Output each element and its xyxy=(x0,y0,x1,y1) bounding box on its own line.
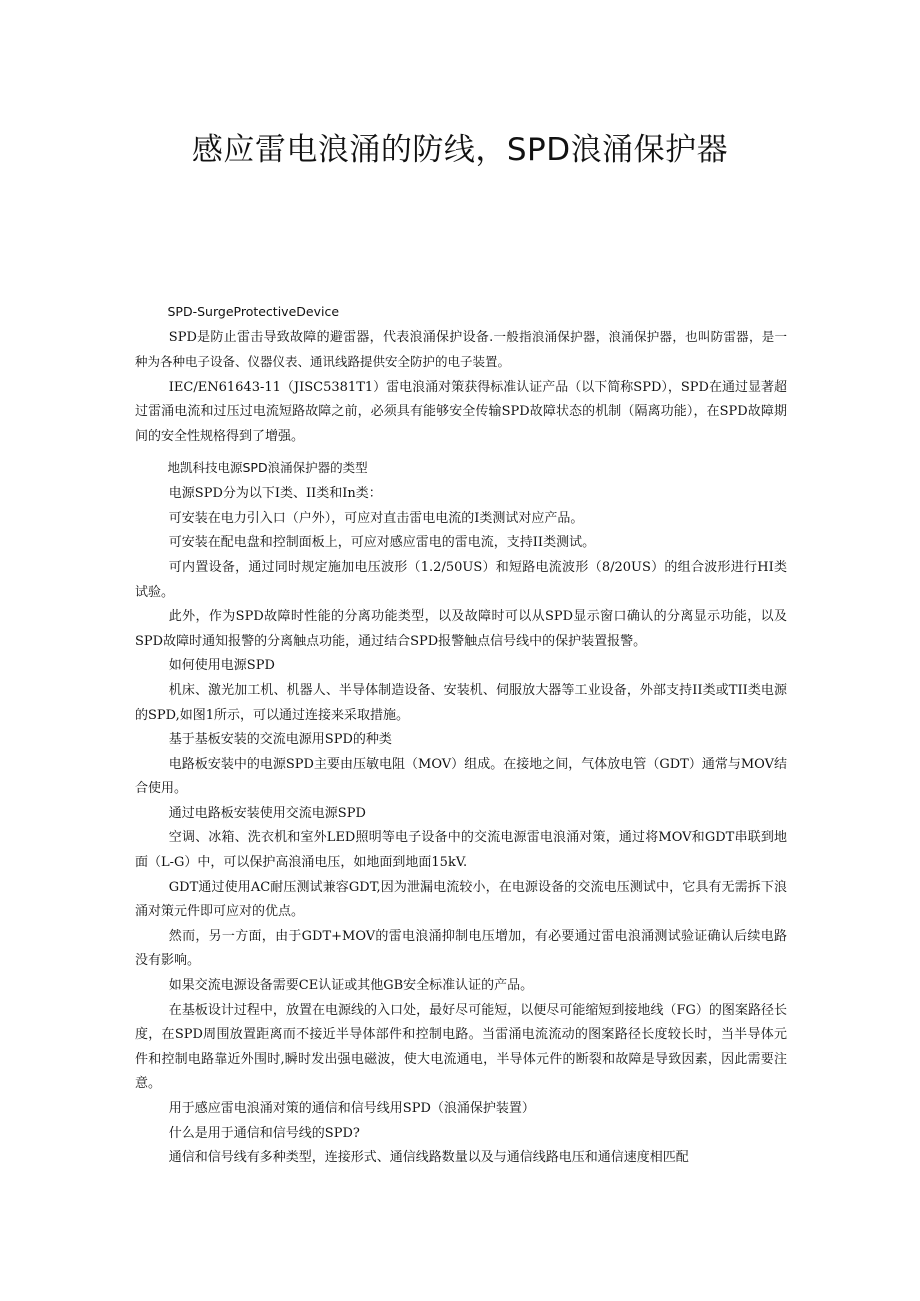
paragraph-spd-classes: 电源SPD分为以下I类、II类和In类： xyxy=(168,486,382,502)
paragraph-appliances: 空调、冰箱、洗衣机和室外LED照明等电子设备中的交流电源雷电浪涌对策，通过将MOV和GDT串联到地面（L-G）中，可以保护高浪涌电压，如地面到地面15kV. xyxy=(135,830,787,871)
paragraph-spd-definition-serif: SPD是防止雷击导致故障的避雷器，代表浪涌保护设备. xyxy=(168,329,494,345)
document-body xyxy=(135,300,787,1171)
paragraph-class-i: 可安装在电力引入口（户外），可应对直击雷电电流的I类测试对应产品。 xyxy=(168,510,584,526)
paragraph-class-hi: 可内置设备，通过同时规定施加电压波形（1.2/50US）和短路电流波形（8/20US）的组合波形进行HI类试验。 xyxy=(135,559,787,600)
document-title: 感应雷电浪涌的防线，SPD浪涌保护器 xyxy=(191,132,729,168)
heading-spd-types: 地凯科技电源SPD浪涌保护器的类型 xyxy=(167,459,368,475)
paragraph-board-design: 在基板设计过程中，放置在电源线的入口处，最好尽可能短，以便尽可能缩短到接地线（FG）的图案路径长度，在SPD周围放置距离而不接近半导体部件和控制电路。当雷涌电流流动的图案路径长度较长时，当半导体元件和控制电路靠近外围时,瞬时发出强电磁波，使大电流通电，半导体元件的断裂和故障是导致因素，因此需要注意。 xyxy=(135,1002,787,1092)
paragraph-signal-line-types: 通信和信号线有多种类型，连接形式、通信线路数量以及与通信线路电压和通信速度相匹配 xyxy=(168,1150,689,1166)
paragraph-spd-definition xyxy=(135,325,787,376)
paragraph-ce-certification: 如果交流电源设备需要CE认证或其他GB安全标准认证的产品。 xyxy=(168,978,534,994)
paragraph-gdt-ac-test: GDT通过使用AC耐压测试兼容GDT,因为泄漏电流较小，在电源设备的交流电压测试中，它具有无需拆下浪涌对策元件即可应对的优点。 xyxy=(135,879,787,920)
paragraph-spd-definition-sans: 一般指浪涌保护器，浪涌保护器，也叫防雷器，是一种为各种电子设备、仪器仪表、通讯线路提供安全防护的电子装置。 xyxy=(135,328,787,370)
paragraph-class-ii: 可安装在配电盘和控制面板上，可应对感应雷电的雷电流，支持II类测试。 xyxy=(168,535,596,551)
paragraph-spd-acronym: SPD-SurgeProtectiveDevice xyxy=(167,304,340,319)
heading-what-is-signal-spd: 什么是用于通信和信号线的SPD? xyxy=(168,1125,360,1141)
paragraph-separation-function: 此外，作为SPD故障时性能的分离功能类型，以及故障时可以从SPD显示窗口确认的分离显示功能，以及SPD故障时通知报警的分离触点功能，通过结合SPD报警触点信号线中的保护装置报警。 xyxy=(135,609,787,649)
paragraph-gdt-mov-voltage: 然而，另一方面，由于GDT+MOV的雷电浪涌抑制电压增加，有必要通过雷电浪涌测试验证确认后续电路没有影响。 xyxy=(135,928,787,969)
paragraph-iec-standard: IEC/EN61643-11（JISC5381T1）雷电浪涌对策获得标准认证产品（以下简称SPD），SPD在通过显著超过雷涌电流和过压过电流短路故障之前，必须具有能够安全传输SPD故障状态的机制（隔离功能），在SPD故障期间的安全性规格得到了增强。 xyxy=(135,379,787,444)
paragraph-mov-gdt: 电路板安装中的电源SPD主要由压敏电阻（MOV）组成。在接地之间，气体放电管（GDT）通常与MOV结合使用。 xyxy=(135,756,787,797)
heading-board-mount-types: 基于基板安装的交流电源用SPD的种类 xyxy=(168,732,392,748)
heading-signal-line-spd: 用于感应雷电浪涌对策的通信和信号线用SPD（浪涌保护装置） xyxy=(168,1101,535,1116)
heading-board-mount-usage: 通过电路板安装使用交流电源SPD xyxy=(168,805,366,821)
heading-how-to-use: 如何使用电源SPD xyxy=(168,658,275,674)
paragraph-industrial-equipment: 机床、激光加工机、机器人、半导体制造设备、安装机、伺服放大器等工业设备，外部支持II类或TII类电源的SPD,如图1所示，可以通过连接来采取措施。 xyxy=(135,682,787,723)
